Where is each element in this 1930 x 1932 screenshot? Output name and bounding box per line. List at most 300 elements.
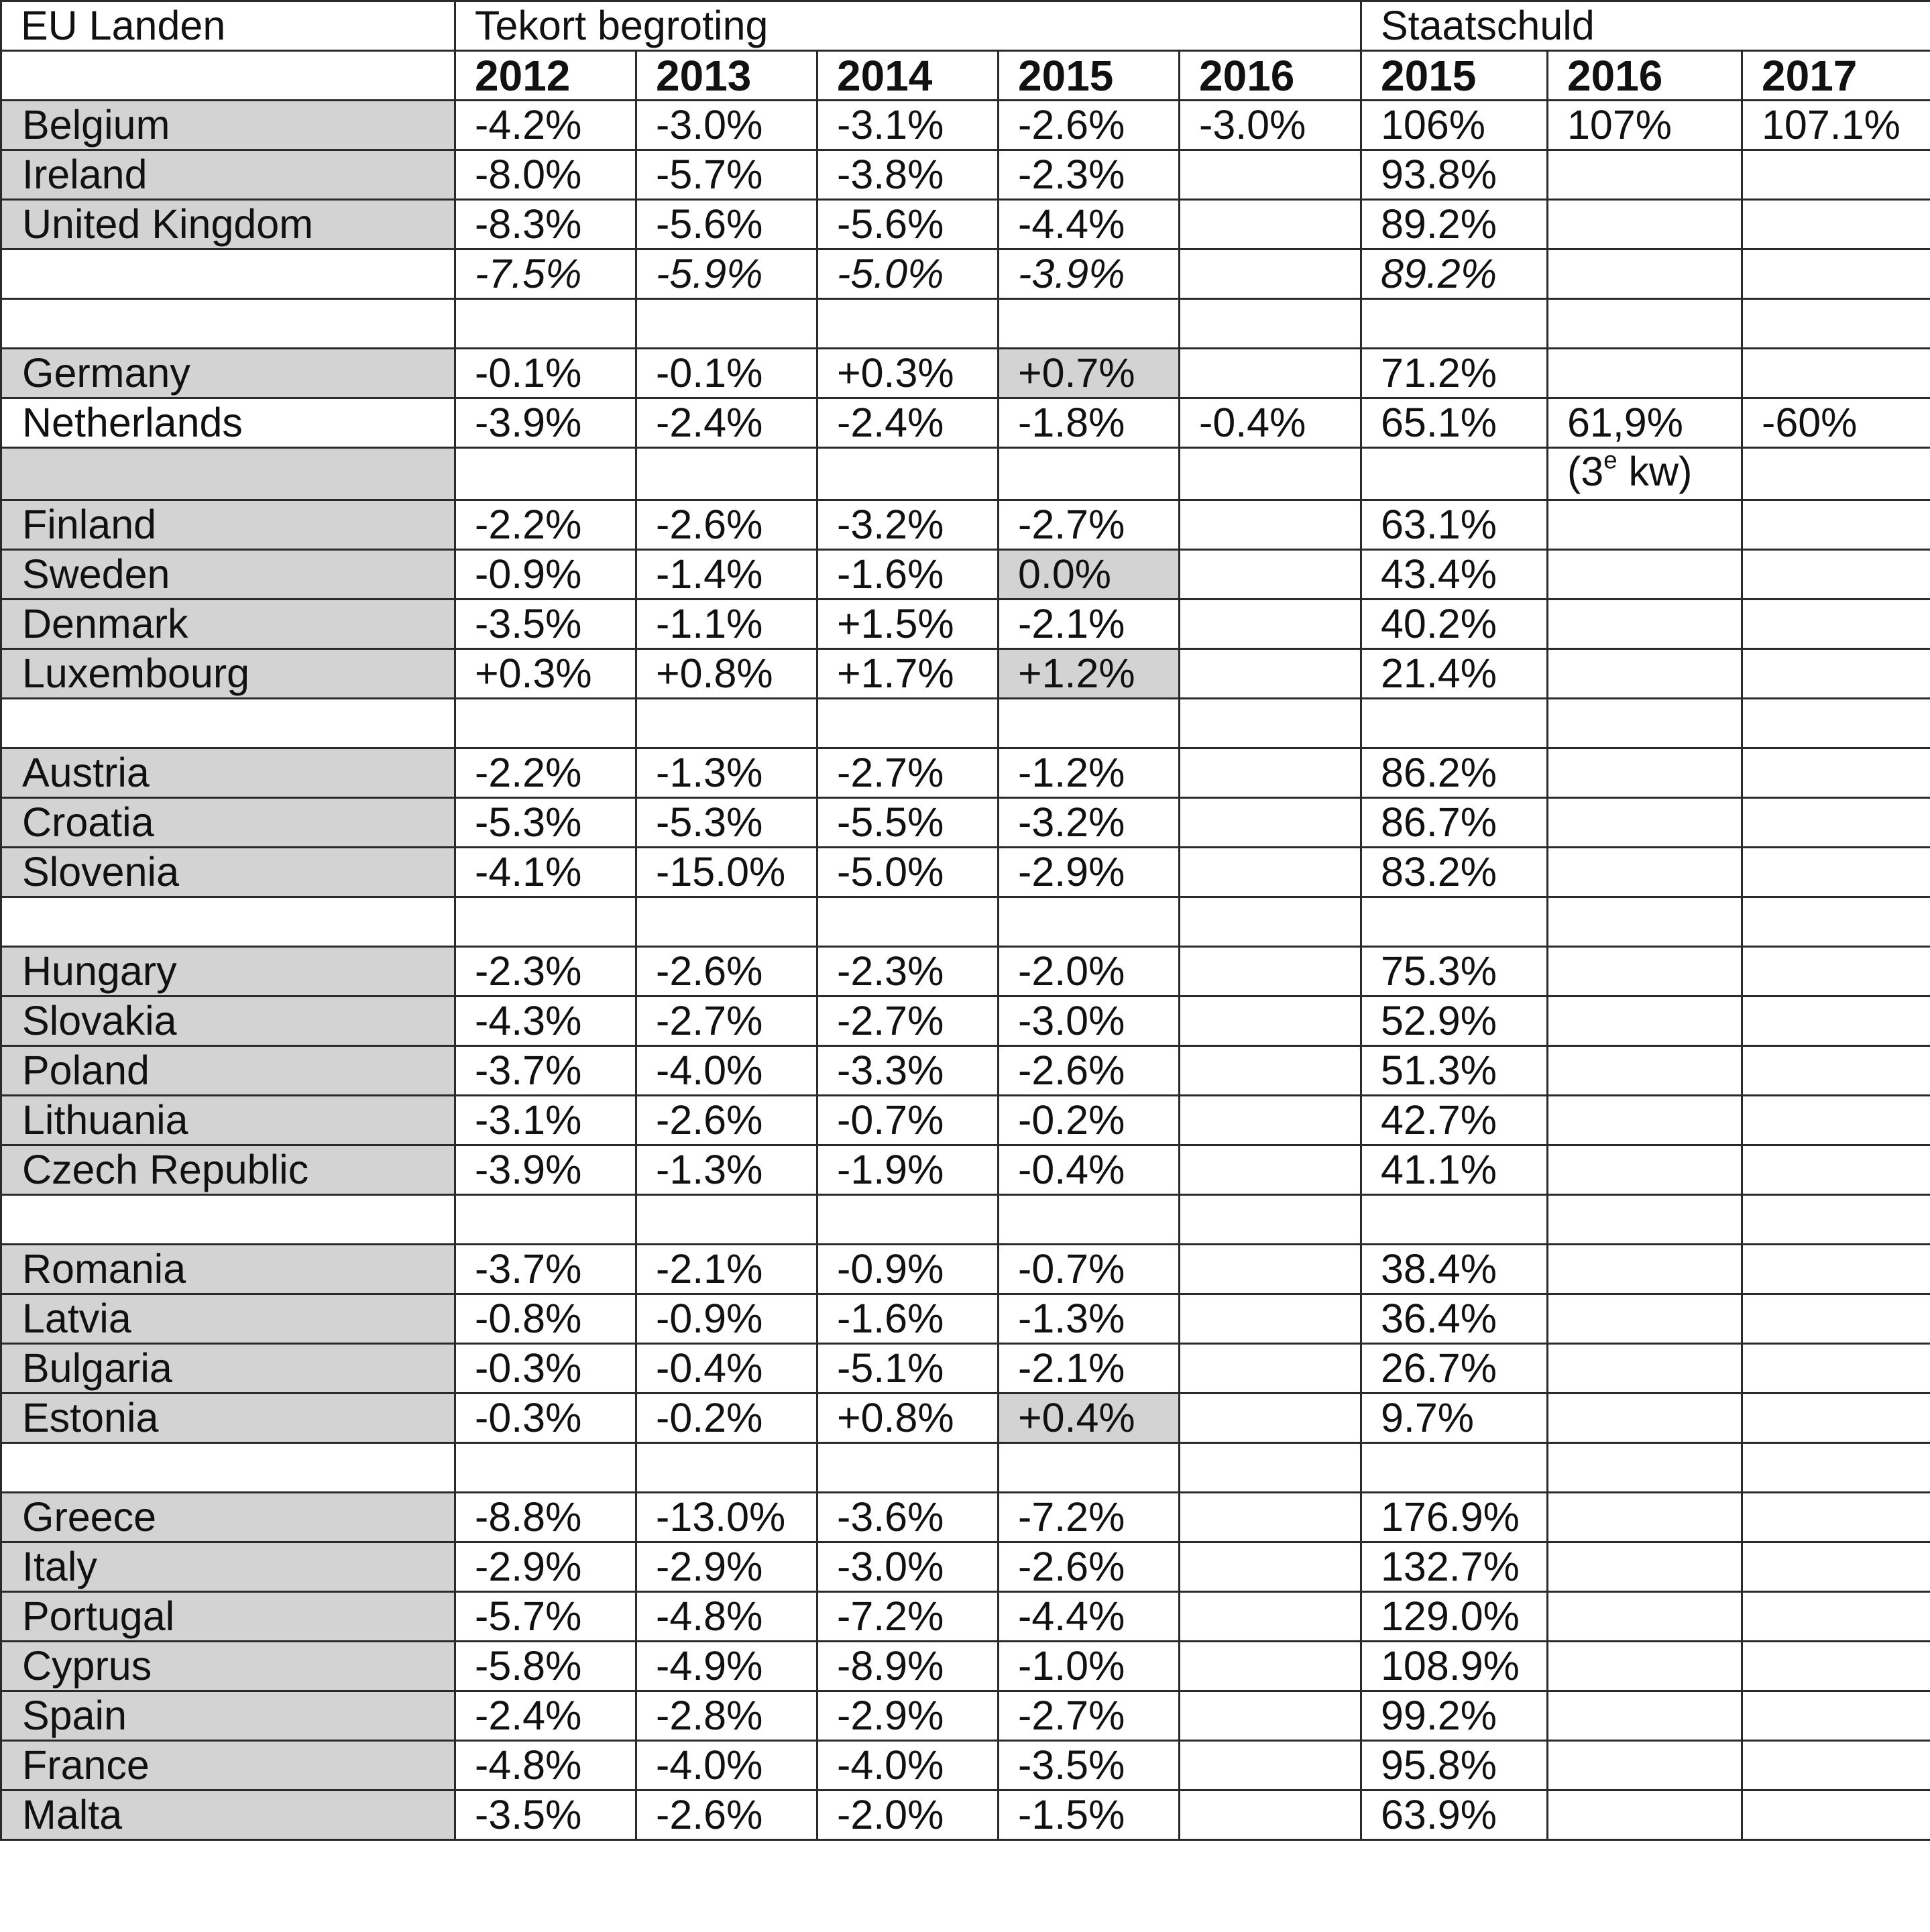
country-cell: Finland [1, 500, 455, 550]
debt-cell [1742, 249, 1930, 299]
table-row [1, 1394, 1930, 1443]
deficit-cell: -2.3% [999, 150, 1180, 200]
empty-cell [817, 299, 999, 349]
deficit-cell: -0.3% [455, 1394, 636, 1443]
debt-cell [1548, 1046, 1742, 1096]
deficit-cell [1180, 1245, 1361, 1294]
deficit-cell [817, 448, 999, 500]
deficit-cell: -3.0% [817, 1542, 999, 1592]
deficit-cell: -3.5% [999, 1741, 1180, 1791]
debt-cell [1548, 947, 1742, 997]
country-cell: Sweden [1, 550, 455, 600]
deficit-cell [1180, 1642, 1361, 1691]
deficit-cell: -3.0% [1180, 101, 1361, 150]
quarter-note-sup: e [1603, 447, 1617, 474]
deficit-cell: -1.3% [636, 1145, 817, 1195]
empty-cell [999, 897, 1180, 947]
deficit-cell: -4.0% [636, 1741, 817, 1791]
empty-cell [1742, 699, 1930, 748]
deficit-cell [1180, 1791, 1361, 1840]
country-cell: Slovakia [1, 997, 455, 1046]
debt-cell [1548, 997, 1742, 1046]
deficit-cell: -13.0% [636, 1493, 817, 1542]
deficit-cell: -2.9% [999, 848, 1180, 897]
debt-cell: 63.9% [1361, 1791, 1548, 1840]
debt-cell: 9.7% [1361, 1394, 1548, 1443]
debt-cell [1742, 798, 1930, 848]
quarter-note-cell [1548, 448, 1742, 500]
deficit-cell: -2.1% [636, 1245, 817, 1294]
deficit-cell [455, 448, 636, 500]
deficit-cell [1180, 1046, 1361, 1096]
empty-cell [1361, 299, 1548, 349]
country-cell [1, 299, 455, 349]
deficit-cell: +0.3% [455, 649, 636, 699]
deficit-cell: -2.4% [817, 398, 999, 448]
deficit-cell: -1.6% [817, 1294, 999, 1344]
debt-cell [1742, 1294, 1930, 1344]
spacer-row [1, 1195, 1930, 1245]
deficit-cell: -2.6% [999, 1542, 1180, 1592]
deficit-cell: -5.5% [817, 798, 999, 848]
header-years-spacer [1, 51, 455, 101]
table-row [1, 1145, 1930, 1195]
deficit-cell [1180, 1145, 1361, 1195]
country-cell: Estonia [1, 1394, 455, 1443]
deficit-cell [1180, 1691, 1361, 1741]
country-cell: Slovenia [1, 848, 455, 897]
debt-cell [1742, 1592, 1930, 1642]
deficit-cell: -2.6% [999, 101, 1180, 150]
deficit-cell [1180, 649, 1361, 699]
deficit-cell [1180, 798, 1361, 848]
debt-cell [1742, 947, 1930, 997]
debt-cell: 75.3% [1361, 947, 1548, 997]
table-row [1, 798, 1930, 848]
deficit-cell: -3.7% [455, 1046, 636, 1096]
country-cell [1, 448, 455, 500]
debt-cell: 86.2% [1361, 748, 1548, 798]
deficit-cell: -2.8% [636, 1691, 817, 1741]
table-row [1, 600, 1930, 649]
table-row [1, 448, 1930, 500]
table-row [1, 1691, 1930, 1741]
debt-cell [1548, 500, 1742, 550]
country-cell: Ireland [1, 150, 455, 200]
deficit-cell: -4.8% [636, 1592, 817, 1642]
deficit-cell: -1.5% [999, 1791, 1180, 1840]
debt-cell: 71.2% [1361, 349, 1548, 398]
deficit-cell: -2.7% [636, 997, 817, 1046]
deficit-cell: -7.5% [455, 249, 636, 299]
deficit-cell: -1.1% [636, 600, 817, 649]
deficit-cell: -3.2% [817, 500, 999, 550]
country-cell: Cyprus [1, 1642, 455, 1691]
deficit-cell: -1.3% [999, 1294, 1180, 1344]
deficit-cell: -0.2% [999, 1096, 1180, 1145]
table-row [1, 997, 1930, 1046]
empty-cell [817, 897, 999, 947]
spacer-row [1, 1443, 1930, 1493]
year-header: 2012 [455, 51, 636, 101]
debt-cell [1548, 1592, 1742, 1642]
debt-cell [1548, 748, 1742, 798]
table-row [1, 1294, 1930, 1344]
table-row [1, 150, 1930, 200]
country-cell: Bulgaria [1, 1344, 455, 1394]
deficit-cell: -3.1% [817, 101, 999, 150]
debt-cell [1742, 1691, 1930, 1741]
empty-cell [1742, 1443, 1930, 1493]
debt-cell [1742, 1542, 1930, 1592]
country-cell: Belgium [1, 101, 455, 150]
debt-cell: 42.7% [1361, 1096, 1548, 1145]
country-cell: Netherlands [1, 398, 455, 448]
empty-cell [999, 1195, 1180, 1245]
country-cell: Latvia [1, 1294, 455, 1344]
debt-cell [1548, 1145, 1742, 1195]
table-row [1, 550, 1930, 600]
deficit-cell: -5.7% [636, 150, 817, 200]
country-cell: Denmark [1, 600, 455, 649]
debt-cell [1742, 649, 1930, 699]
deficit-cell: -5.0% [817, 249, 999, 299]
deficit-cell: -0.7% [817, 1096, 999, 1145]
debt-cell: 63.1% [1361, 500, 1548, 550]
debt-cell [1742, 600, 1930, 649]
table-body [1, 1, 1930, 1840]
deficit-cell: -2.6% [999, 1046, 1180, 1096]
debt-cell: 43.4% [1361, 550, 1548, 600]
deficit-cell: -4.3% [455, 997, 636, 1046]
deficit-cell: -5.1% [817, 1344, 999, 1394]
deficit-cell: -1.3% [636, 748, 817, 798]
debt-cell [1742, 1791, 1930, 1840]
debt-cell [1742, 500, 1930, 550]
country-cell [1, 897, 455, 947]
deficit-cell [1180, 1096, 1361, 1145]
table-row [1, 1542, 1930, 1592]
deficit-cell: -2.6% [636, 1791, 817, 1840]
country-cell [1, 1443, 455, 1493]
deficit-cell: -0.9% [817, 1245, 999, 1294]
deficit-cell: -0.2% [636, 1394, 817, 1443]
debt-cell [1742, 550, 1930, 600]
deficit-cell: -3.6% [817, 1493, 999, 1542]
debt-cell: 108.9% [1361, 1642, 1548, 1691]
empty-cell [455, 1195, 636, 1245]
country-cell: Spain [1, 1691, 455, 1741]
deficit-cell: -8.9% [817, 1642, 999, 1691]
deficit-cell: -2.9% [636, 1542, 817, 1592]
deficit-cell [1180, 1592, 1361, 1642]
deficit-cell: +0.3% [817, 349, 999, 398]
country-cell: France [1, 1741, 455, 1791]
deficit-cell: -0.9% [636, 1294, 817, 1344]
table-row [1, 349, 1930, 398]
header-country: EU Landen [1, 1, 455, 51]
empty-cell [636, 299, 817, 349]
deficit-cell [1180, 1344, 1361, 1394]
debt-cell: 40.2% [1361, 600, 1548, 649]
debt-cell [1742, 1145, 1930, 1195]
deficit-cell: -5.9% [636, 249, 817, 299]
deficit-cell: -4.0% [817, 1741, 999, 1791]
deficit-cell [1180, 1741, 1361, 1791]
deficit-cell [999, 448, 1180, 500]
debt-cell: 83.2% [1361, 848, 1548, 897]
deficit-cell: -2.4% [455, 1691, 636, 1741]
year-header: 2015 [1361, 51, 1548, 101]
table-row [1, 1493, 1930, 1542]
deficit-cell: -4.0% [636, 1046, 817, 1096]
deficit-cell [1180, 947, 1361, 997]
deficit-cell: -2.1% [999, 600, 1180, 649]
debt-cell [1548, 249, 1742, 299]
table-row [1, 1592, 1930, 1642]
deficit-cell: +0.4% [999, 1394, 1180, 1443]
country-cell: Croatia [1, 798, 455, 848]
debt-cell [1742, 1741, 1930, 1791]
debt-cell [1548, 649, 1742, 699]
deficit-cell [1180, 349, 1361, 398]
deficit-cell [1180, 500, 1361, 550]
country-cell: Austria [1, 748, 455, 798]
deficit-cell [1180, 848, 1361, 897]
deficit-cell: +0.8% [817, 1394, 999, 1443]
debt-cell [1742, 748, 1930, 798]
year-header: 2014 [817, 51, 999, 101]
deficit-cell: -2.2% [455, 748, 636, 798]
empty-cell [1742, 897, 1930, 947]
empty-cell [636, 897, 817, 947]
debt-cell: 93.8% [1361, 150, 1548, 200]
header-years-row [1, 51, 1930, 101]
deficit-cell: -4.9% [636, 1642, 817, 1691]
deficit-cell: -4.1% [455, 848, 636, 897]
debt-cell: 41.1% [1361, 1145, 1548, 1195]
deficit-cell: -8.0% [455, 150, 636, 200]
country-cell [1, 699, 455, 748]
empty-cell [1548, 699, 1742, 748]
table-row [1, 1791, 1930, 1840]
debt-cell: 95.8% [1361, 1741, 1548, 1791]
country-cell: Romania [1, 1245, 455, 1294]
deficit-cell: -2.0% [817, 1791, 999, 1840]
deficit-cell: -3.2% [999, 798, 1180, 848]
country-cell: Lithuania [1, 1096, 455, 1145]
debt-cell [1742, 1096, 1930, 1145]
deficit-cell: +1.5% [817, 600, 999, 649]
country-cell [1, 1195, 455, 1245]
country-cell: United Kingdom [1, 200, 455, 249]
debt-cell: 176.9% [1361, 1493, 1548, 1542]
deficit-cell: -0.4% [1180, 398, 1361, 448]
deficit-cell: -2.0% [999, 947, 1180, 997]
deficit-cell: +1.2% [999, 649, 1180, 699]
deficit-cell: -1.6% [817, 550, 999, 600]
debt-cell [1548, 1245, 1742, 1294]
empty-cell [1742, 299, 1930, 349]
spacer-row [1, 299, 1930, 349]
header-debt-group: Staatschuld [1361, 1, 1930, 51]
debt-cell [1548, 1096, 1742, 1145]
deficit-cell: -2.4% [636, 398, 817, 448]
empty-cell [817, 1443, 999, 1493]
deficit-cell: -5.8% [455, 1642, 636, 1691]
debt-cell [1548, 349, 1742, 398]
country-cell: Czech Republic [1, 1145, 455, 1195]
deficit-cell: -0.1% [455, 349, 636, 398]
empty-cell [1361, 897, 1548, 947]
empty-cell [455, 897, 636, 947]
deficit-cell: -2.9% [817, 1691, 999, 1741]
deficit-cell: -5.3% [455, 798, 636, 848]
deficit-cell [1180, 249, 1361, 299]
deficit-cell: -3.0% [636, 101, 817, 150]
table-row [1, 1046, 1930, 1096]
deficit-cell: -2.7% [999, 1691, 1180, 1741]
empty-cell [1548, 1195, 1742, 1245]
debt-cell: 89.2% [1361, 249, 1548, 299]
deficit-cell: -0.4% [999, 1145, 1180, 1195]
deficit-cell: -2.2% [455, 500, 636, 550]
year-header: 2016 [1180, 51, 1361, 101]
deficit-cell: -2.7% [817, 748, 999, 798]
deficit-cell: +0.8% [636, 649, 817, 699]
deficit-cell: -2.1% [999, 1344, 1180, 1394]
debt-cell: 65.1% [1361, 398, 1548, 448]
deficit-cell: -2.3% [455, 947, 636, 997]
deficit-cell: -3.1% [455, 1096, 636, 1145]
debt-cell [1548, 1294, 1742, 1344]
deficit-cell: -2.6% [636, 947, 817, 997]
deficit-cell: -8.8% [455, 1493, 636, 1542]
country-cell: Poland [1, 1046, 455, 1096]
deficit-cell: -3.5% [455, 600, 636, 649]
deficit-cell: -1.4% [636, 550, 817, 600]
empty-cell [1180, 897, 1361, 947]
debt-cell [1742, 150, 1930, 200]
empty-cell [999, 299, 1180, 349]
deficit-cell: -0.4% [636, 1344, 817, 1394]
table-row [1, 947, 1930, 997]
deficit-cell: -1.9% [817, 1145, 999, 1195]
deficit-cell: -2.7% [817, 997, 999, 1046]
deficit-cell: -0.3% [455, 1344, 636, 1394]
empty-cell [1548, 1443, 1742, 1493]
spacer-row [1, 897, 1930, 947]
deficit-cell: -4.4% [999, 200, 1180, 249]
country-cell: Luxembourg [1, 649, 455, 699]
deficit-cell: -3.9% [999, 249, 1180, 299]
empty-cell [817, 699, 999, 748]
empty-cell [1742, 1195, 1930, 1245]
empty-cell [999, 1443, 1180, 1493]
deficit-cell: -5.0% [817, 848, 999, 897]
table-row [1, 1344, 1930, 1394]
debt-cell [1742, 1245, 1930, 1294]
deficit-cell [1180, 150, 1361, 200]
table-row [1, 398, 1930, 448]
debt-cell [1742, 448, 1930, 500]
debt-cell [1742, 997, 1930, 1046]
debt-cell [1361, 448, 1548, 500]
country-cell: Italy [1, 1542, 455, 1592]
deficit-cell [1180, 1493, 1361, 1542]
country-cell: Greece [1, 1493, 455, 1542]
debt-cell [1742, 1046, 1930, 1096]
debt-cell [1548, 848, 1742, 897]
year-header: 2013 [636, 51, 817, 101]
debt-cell [1548, 1493, 1742, 1542]
empty-cell [455, 1443, 636, 1493]
empty-cell [1548, 897, 1742, 947]
debt-cell: 36.4% [1361, 1294, 1548, 1344]
debt-cell: 21.4% [1361, 649, 1548, 699]
deficit-cell [1180, 997, 1361, 1046]
deficit-cell: -1.8% [999, 398, 1180, 448]
deficit-cell: -7.2% [999, 1493, 1180, 1542]
deficit-cell: +1.7% [817, 649, 999, 699]
deficit-cell: -2.3% [817, 947, 999, 997]
deficit-cell: 0.0% [999, 550, 1180, 600]
country-cell: Hungary [1, 947, 455, 997]
year-header: 2017 [1742, 51, 1930, 101]
debt-cell [1742, 1642, 1930, 1691]
debt-cell: 107.1% [1742, 101, 1930, 150]
deficit-cell: +0.7% [999, 349, 1180, 398]
deficit-cell [636, 448, 817, 500]
table-row [1, 1642, 1930, 1691]
empty-cell [1548, 299, 1742, 349]
deficit-cell: -5.6% [636, 200, 817, 249]
debt-cell [1742, 1394, 1930, 1443]
deficit-cell: -3.0% [999, 997, 1180, 1046]
debt-cell [1548, 1344, 1742, 1394]
header-deficit-group: Tekort begroting [455, 1, 1361, 51]
deficit-cell [1180, 1294, 1361, 1344]
table-row [1, 200, 1930, 249]
table-row [1, 848, 1930, 897]
deficit-cell: -5.7% [455, 1592, 636, 1642]
debt-cell: 51.3% [1361, 1046, 1548, 1096]
deficit-cell: -3.7% [455, 1245, 636, 1294]
empty-cell [455, 699, 636, 748]
deficit-cell: -7.2% [817, 1592, 999, 1642]
debt-cell [1742, 349, 1930, 398]
deficit-cell: -4.8% [455, 1741, 636, 1791]
table-row [1, 249, 1930, 299]
deficit-cell: -5.6% [817, 200, 999, 249]
debt-cell: 129.0% [1361, 1592, 1548, 1642]
table-row [1, 101, 1930, 150]
debt-cell [1548, 200, 1742, 249]
debt-cell [1548, 798, 1742, 848]
deficit-cell: -3.5% [455, 1791, 636, 1840]
debt-cell: -60% [1742, 398, 1930, 448]
deficit-cell: -3.3% [817, 1046, 999, 1096]
deficit-cell: -2.9% [455, 1542, 636, 1592]
quarter-note-close: kw) [1617, 449, 1693, 494]
debt-cell [1548, 1691, 1742, 1741]
year-header: 2016 [1548, 51, 1742, 101]
debt-cell: 107% [1548, 101, 1742, 150]
debt-cell [1548, 1791, 1742, 1840]
deficit-cell: -3.8% [817, 150, 999, 200]
deficit-cell: -0.1% [636, 349, 817, 398]
deficit-cell [1180, 1394, 1361, 1443]
